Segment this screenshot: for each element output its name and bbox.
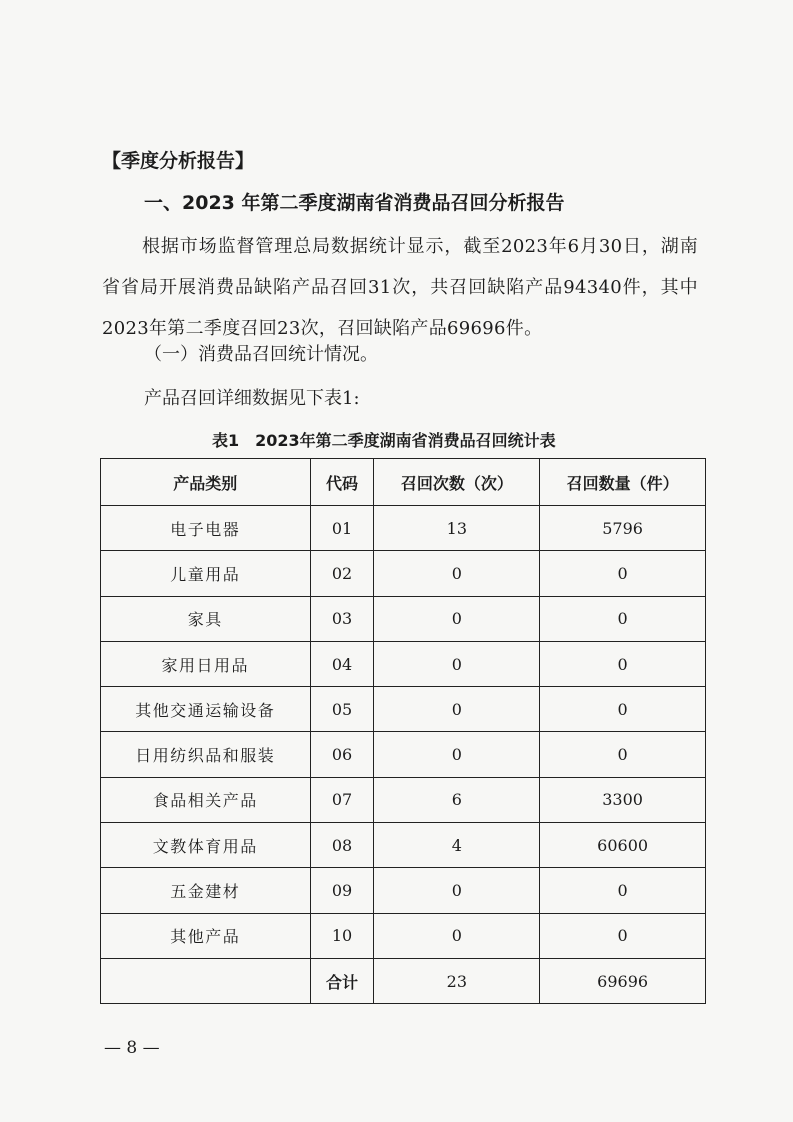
cell-category: 其他交通运输设备 bbox=[101, 687, 311, 732]
cell-recall-count: 0 bbox=[374, 551, 540, 596]
table-row bbox=[101, 823, 706, 868]
cell-recall-quantity: 0 bbox=[540, 551, 706, 596]
cell-recall-quantity: 60600 bbox=[540, 823, 706, 868]
cell-recall-quantity: 0 bbox=[540, 868, 706, 913]
table-row bbox=[101, 551, 706, 596]
header-recall-quantity: 召回数量（件） bbox=[540, 459, 706, 506]
cell-recall-count: 0 bbox=[374, 732, 540, 777]
header-category: 产品类别 bbox=[101, 459, 311, 506]
summary-paragraph: 根据市场监督管理总局数据统计显示，截至2023年6月30日，湖南省省局开展消费品缺陷产品召回31次，共召回缺陷产品94340件，其中2023年第二季度召回23次，召回缺陷产品69696件。 bbox=[102, 236, 698, 339]
table-row bbox=[101, 777, 706, 822]
cell-category: 儿童用品 bbox=[101, 551, 311, 596]
cell-code: 10 bbox=[310, 913, 374, 958]
table-total-row bbox=[101, 958, 706, 1003]
cell-category: 电子电器 bbox=[101, 506, 311, 551]
cell-total-label: 合计 bbox=[310, 958, 374, 1003]
cell-recall-quantity: 0 bbox=[540, 732, 706, 777]
subheading: （一）消费品召回统计情况。 bbox=[144, 344, 378, 365]
cell-code: 08 bbox=[310, 823, 374, 868]
cell-recall-count: 13 bbox=[374, 506, 540, 551]
table-caption: 表1 2023年第二季度湖南省消费品召回统计表 bbox=[212, 431, 556, 450]
cell-code: 09 bbox=[310, 868, 374, 913]
cell-recall-quantity: 0 bbox=[540, 596, 706, 641]
table-row bbox=[101, 732, 706, 777]
cell-category: 日用纺织品和服装 bbox=[101, 732, 311, 777]
table-row bbox=[101, 868, 706, 913]
cell-category: 其他产品 bbox=[101, 913, 311, 958]
cell-code: 06 bbox=[310, 732, 374, 777]
cell-total-empty bbox=[101, 958, 311, 1003]
section-tag: 【季度分析报告】 bbox=[102, 150, 255, 172]
cell-recall-count: 0 bbox=[374, 641, 540, 686]
header-recall-count: 召回次数（次） bbox=[374, 459, 540, 506]
table-row bbox=[101, 596, 706, 641]
cell-category: 家用日用品 bbox=[101, 641, 311, 686]
cell-recall-quantity: 3300 bbox=[540, 777, 706, 822]
table-row bbox=[101, 913, 706, 958]
table-row bbox=[101, 687, 706, 732]
report-heading: 一、2023 年第二季度湖南省消费品召回分析报告 bbox=[144, 192, 565, 214]
cell-recall-count: 0 bbox=[374, 913, 540, 958]
page-number: — 8 — bbox=[104, 1038, 160, 1058]
table-intro: 产品召回详细数据见下表1: bbox=[144, 388, 360, 409]
recall-statistics-table bbox=[100, 458, 706, 1004]
cell-code: 01 bbox=[310, 506, 374, 551]
table-header-row bbox=[101, 459, 706, 506]
cell-code: 07 bbox=[310, 777, 374, 822]
cell-total-recall-quantity: 69696 bbox=[540, 958, 706, 1003]
cell-code: 05 bbox=[310, 687, 374, 732]
cell-total-recall-count: 23 bbox=[374, 958, 540, 1003]
cell-recall-count: 0 bbox=[374, 596, 540, 641]
table-row bbox=[101, 506, 706, 551]
cell-code: 04 bbox=[310, 641, 374, 686]
cell-code: 02 bbox=[310, 551, 374, 596]
cell-recall-count: 0 bbox=[374, 868, 540, 913]
table-row bbox=[101, 641, 706, 686]
cell-recall-quantity: 0 bbox=[540, 913, 706, 958]
cell-category: 文教体育用品 bbox=[101, 823, 311, 868]
cell-recall-quantity: 0 bbox=[540, 641, 706, 686]
cell-code: 03 bbox=[310, 596, 374, 641]
cell-category: 家具 bbox=[101, 596, 311, 641]
cell-recall-count: 6 bbox=[374, 777, 540, 822]
cell-category: 五金建材 bbox=[101, 868, 311, 913]
cell-recall-count: 0 bbox=[374, 687, 540, 732]
cell-category: 食品相关产品 bbox=[101, 777, 311, 822]
cell-recall-quantity: 5796 bbox=[540, 506, 706, 551]
header-code: 代码 bbox=[310, 459, 374, 506]
cell-recall-quantity: 0 bbox=[540, 687, 706, 732]
cell-recall-count: 4 bbox=[374, 823, 540, 868]
